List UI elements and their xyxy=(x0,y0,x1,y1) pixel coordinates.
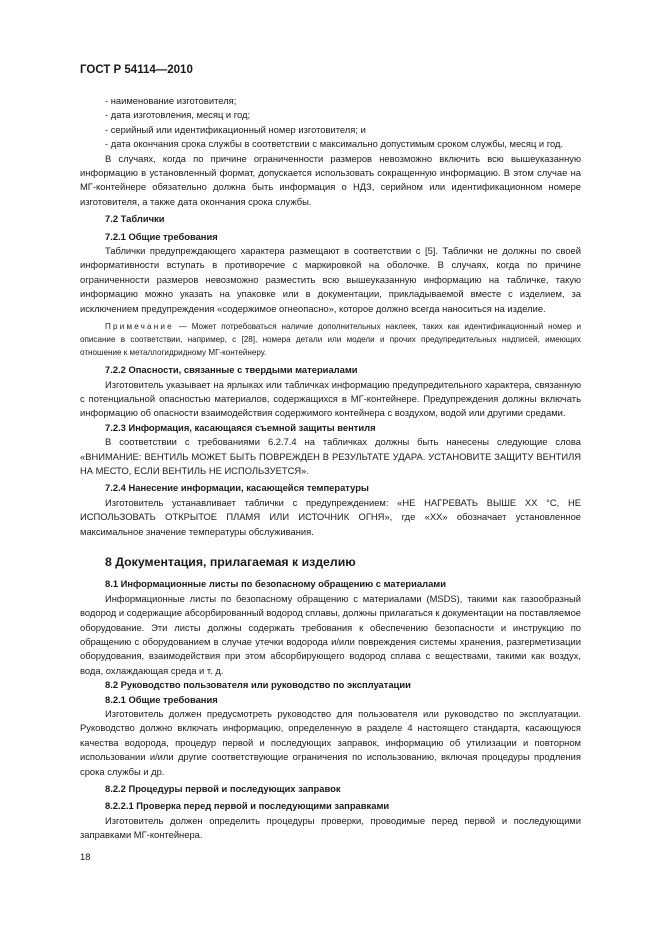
section-heading-7-2-2: 7.2.2 Опасности, связанные с твердыми материалами xyxy=(105,364,358,376)
paragraph: Изготовитель должен определить процедуры проверки, проводимые перед первой и последующими заправками МГ-контейнера. xyxy=(80,814,581,841)
paragraph: Информационные листы по безопасному обращению с материалами (MSDS), такими как газообразный водород и содержащие абсорбированный водород сплавы, должны прилагаться к документации на поставляемое оборудование. Эти листы должны содержать требования к обеспечению безопасности и инструкцию по обращению с оборудованием в случае утечки водорода и/или повреждения системы хранения, разгерметизации оборудования, взаимодействия при этом абсорбирующего водород сплава с веществами, такими как воздух, вода, охлаждающая среда и т. д. xyxy=(80,592,582,676)
paragraph: Таблички предупреждающего характера размещают в соответствии с [5]. Таблички не должны по своей информативности вступать в противоречие с маркировкой на оболочке. В случаях, когда по причине ограниченности размеров невозможно разместить всю вышеуказанную информацию на табличке, такую информацию можно указать на упаковке или в документации, прикладываемой вместе с изделием, за исключением предупреждения «содержимое огнеопасно», которое должно всегда наноситься на изделие. xyxy=(80,245,581,314)
section-heading-7-2-1: 7.2.1 Общие требования xyxy=(105,230,218,242)
list-item: - дата окончания срока службы в соответствии с максимально допустимым сроком службы, месяц и год. xyxy=(105,138,564,150)
paragraph: Изготовитель устанавливает таблички с предупреждением: «НЕ НАГРЕВАТЬ ВЫШЕ XX °С, НЕ ИСПОЛЬЗОВАТЬ ОТКРЫТОЕ ПЛАМЯ ИЛИ ИСТОЧНИК ОГНЯ», где «XX» обозначает установленное максимальное значение температуры обслуживания. xyxy=(80,496,581,537)
section-heading-7-2-3: 7.2.3 Информация, касающаяся съемной защиты вентиля xyxy=(105,421,376,433)
paragraph: Изготовитель указывает на ярлыках или табличках информацию предупредительного характера, связанную с потенциальной опасностью материалов, содержащихся в МГ-контейнере. Предупреждения должны включать информацию об опасности взаимодействия содержимого контейнера с воздухом, водой или другими средами. xyxy=(80,378,581,419)
section-heading-8-2: 8.2 Руководство пользователя или руководство по эксплуатации xyxy=(105,679,411,691)
list-item: - серийный или идентификационный номер изготовителя; и xyxy=(105,123,366,135)
section-heading-8-2-2-1: 8.2.2.1 Проверка перед первой и последующими заправками xyxy=(105,800,390,812)
note-label: Примечание xyxy=(105,322,174,332)
section-heading-8-2-2: 8.2.2 Процедуры первой и последующих заправок xyxy=(105,783,341,795)
paragraph: В соответствии с требованиями 6.2.7.4 на табличках должны быть нанесены следующие слова «ВНИМАНИЕ: ВЕНТИЛЬ МОЖЕТ БЫТЬ ПОВРЕЖДЕН В РЕЗУЛЬТАТЕ УДАРА. УСТАНОВИТЕ ЗАЩИТУ ВЕНТИЛЯ НА МЕСТО, ЕСЛИ ВЕНТИЛЬ НЕ ИСПОЛЬЗУЕТСЯ». xyxy=(80,436,581,476)
list-item: - дата изготовления, месяц и год; xyxy=(105,109,251,121)
section-heading-7-2-4: 7.2.4 Нанесение информации, касающейся температуры xyxy=(105,482,369,494)
document-body xyxy=(80,94,581,843)
note-text: — Может потребоваться наличие дополнительных наклеек, таких как идентификационный номер и описание в соответствии, например, с [28], номера детали или модели и прочих предупредительных надписей, имеющих отношение к металлогидридному МГ-контейнеру. xyxy=(80,322,581,358)
list-item: - наименование изготовителя; xyxy=(105,95,237,106)
section-heading-8: 8 Документация, прилагаемая к изделию xyxy=(105,554,356,569)
page-number: 18 xyxy=(80,852,91,863)
note xyxy=(80,320,581,359)
section-heading-7-2: 7.2 Таблички xyxy=(105,213,165,225)
paragraph: Изготовитель должен предусмотреть руководство для пользователя или руководство по эксплуатации. Руководство должно включать информацию, определенную в разделе 4 настоящего стандарта, касающуюся качества водорода, процедур первой и последующих заправок, информацию об утилизации и повторном использовании и/или другие соответствующие ограничения по использованию, включая процедуры продления срока службы и др. xyxy=(80,708,581,777)
paragraph: В случаях, когда по причине ограниченности размеров невозможно включить всю вышеуказанную информацию в установленный формат, допускается использовать сокращенную информацию. В этом случае на МГ-контейнере обязательно должна быть информация о НДЗ, серийном или идентификационном номере изготовителя, а также дата окончания срока службы. xyxy=(80,152,581,207)
section-heading-8-1: 8.1 Информационные листы по безопасному обращению с материалами xyxy=(105,578,446,590)
section-heading-8-2-1: 8.2.1 Общие требования xyxy=(105,693,218,705)
document-header: ГОСТ Р 54114—2010 xyxy=(80,64,193,76)
